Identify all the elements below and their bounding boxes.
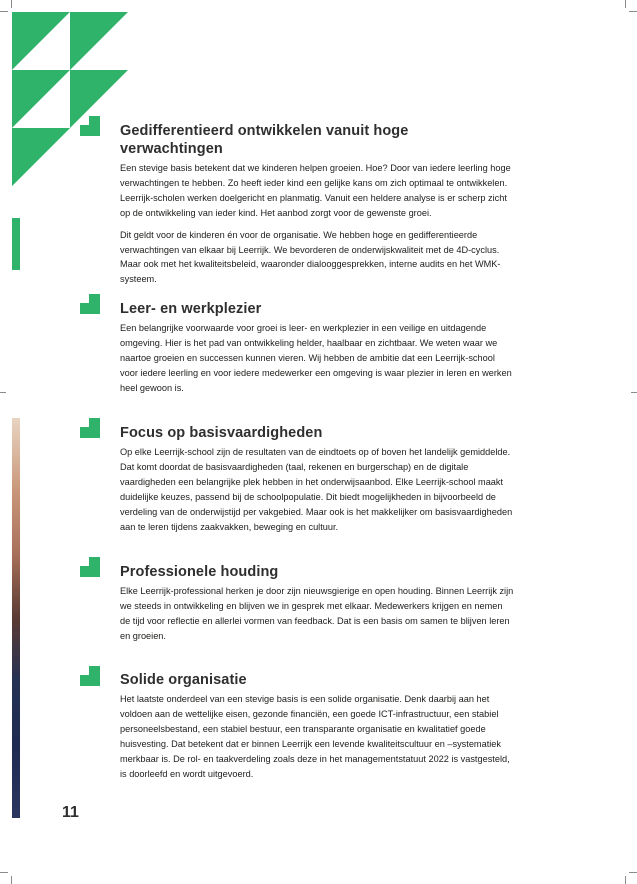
section-title: Solide organisatie [120, 672, 247, 688]
side-marker-right [631, 392, 637, 393]
section-gedifferentieerd [120, 122, 515, 287]
section-bullet-icon [80, 294, 100, 314]
section-leer-werkplezier [120, 300, 515, 396]
section-bullet-icon [80, 116, 100, 136]
crop-mark-bottom-left-h [0, 872, 8, 873]
crop-mark-top-right-v [625, 0, 626, 8]
section-basisvaardigheden [120, 424, 515, 534]
section-title: Leer- en werkplezier [120, 301, 262, 317]
section-title: Professionele houding [120, 564, 279, 580]
crop-mark-top-right-h [629, 11, 637, 12]
section-paragraph: Dit geldt voor de kinderen én voor de organisatie. We hebben hoge en gedifferentieerde verwachtingen van elkaar bij Leerrijk. We bevorderen de onderwijskwaliteit met de 4D-cyclus. Maar ook met het kwaliteitsbeleid, waaronder dialooggesprekken, interne audits en het WMK-systeem. [120, 229, 501, 285]
section-bullet-icon [80, 557, 100, 577]
section-title: Focus op basisvaardigheden [120, 425, 323, 441]
section-bullet-icon [80, 418, 100, 438]
section-paragraph: Op elke Leerrijk-school zijn de resultaten van de eindtoets op of boven het landelijk gemiddelde. Dat komt doordat de basisvaardigheden (taal, rekenen en burgerschap) en de digitale vaardigheden een belangrijke plek hebben in het onderwijsaanbod. Elke Leerrijk-school maakt duidelijke keuzes, passend bij de schoolpopulatie. Dit biedt mogelijkheden in bijvoorbeeld de verdeling van de onderwijstijd per vakgebied. Maar ook is het makkelijker om basisvaardigheden aan te leren tijdens zaakvakken, beweging en cultuur. [120, 447, 513, 532]
section-paragraph: Elke Leerrijk-professional herken je door zijn nieuwsgierige en open houding. Binnen Leerrijk zijn we steeds in ontwikkeling en blijven we in gesprek met elkaar. Medewerkers krijgen en nemen de tijd voor reflectie en allerlei vormen van feedback. Dat is een basis om samen te blijven leren en groeien. [120, 586, 514, 641]
section-paragraph: Een stevige basis betekent dat we kinderen helpen groeien. Hoe? Door van iedere leerling hoge verwachtingen te hebben. Zo heeft ieder kind een gelijke kans om zich optimaal te ontwikkelen. Leerrijk-scholen werken doelgericht en planmatig. Vanuit een heldere analyse is er scherp zicht op de ontwikkeling van ieder kind. Het aanbod zorgt voor de gewenste groei. [120, 163, 511, 218]
crop-mark-bottom-right-h [629, 872, 637, 873]
section-paragraph: Het laatste onderdeel van een stevige basis is een solide organisatie. Denk daarbij aan het voldoen aan de wettelijke eisen, gezonde financiën, een goede ICT-infrastructuur, een stabiel personeelsbestand, een stabiel bestuur, een transparante organisatie en kwalitatief goede huisvesting. Dat betekent dat er binnen Leerrijk een levende kwaliteitscultuur en –systematiek merkbaar is. De rol- en taakverdeling zoals deze in het managementstatuut 2022 is vastgesteld, is doorleefd en wordt uitgevoerd. [120, 694, 510, 779]
crop-mark-bottom-right-v [625, 876, 626, 884]
section-solide-organisatie [120, 671, 515, 781]
crop-mark-bottom-left-v [11, 876, 12, 884]
section-bullet-icon [80, 666, 100, 686]
section-title: Gedifferentieerd ontwikkelen vanuit hoge verwachtingen [120, 123, 409, 157]
green-triangle-pattern [0, 0, 140, 190]
left-edge-photo-strip [12, 418, 20, 818]
page-number: 11 [62, 804, 79, 821]
left-edge-green-bar [12, 218, 20, 270]
section-paragraph: Een belangrijke voorwaarde voor groei is leer- en werkplezier in een veilige en uitdagende omgeving. Hier is het pad van ontwikkeling helder, haalbaar en zichtbaar. We weten waar we naartoe groeien en successen kunnen vieren. Wij hebben de ambitie dat een Leerrijk-school voor iedere leerling en voor iedere medewerker een omgeving is waar plezier in leren en werken heel gewoon is. [120, 323, 512, 393]
side-marker-left [0, 392, 6, 393]
section-professionele-houding [120, 563, 515, 644]
